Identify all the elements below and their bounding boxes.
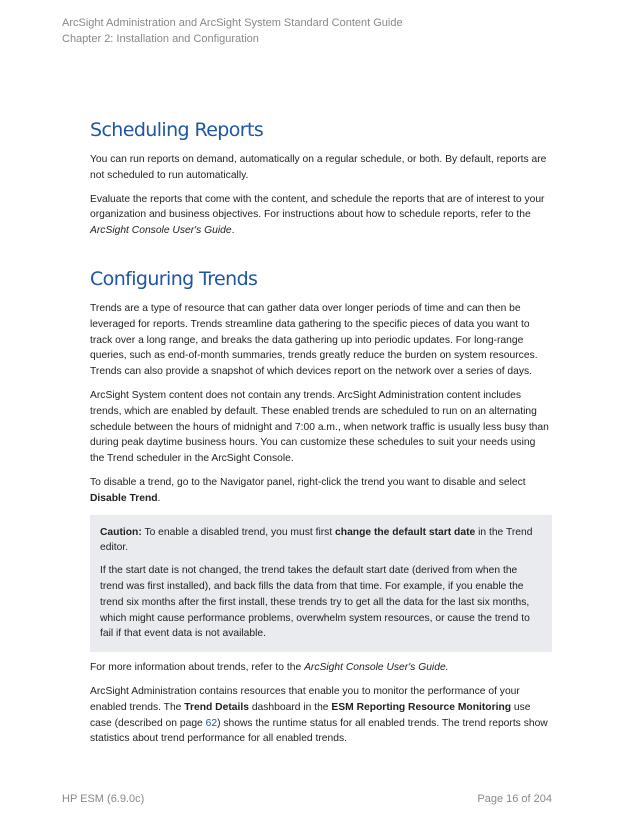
- trends-paragraph-5: [90, 684, 552, 747]
- scheduling-paragraph-2: [90, 192, 552, 239]
- header-guide-title: ArcSight Administration and ArcSight System Standard Content Guide: [62, 17, 403, 29]
- page-link[interactable]: 62: [205, 717, 218, 729]
- trend-details-term: Trend Details: [184, 701, 249, 713]
- heading-scheduling-reports: Scheduling Reports: [90, 119, 264, 141]
- caution-box: [90, 515, 552, 653]
- caution-label: Caution:: [100, 526, 142, 538]
- trends-p5-text-c: use case (described on page: [90, 701, 531, 729]
- trends-paragraph-1: Trends are a type of resource that can gather data over longer periods of time and can then be leveraged for reports. Trends streamline data gathering to the specific pieces of data you want to track over a long range, and breaks the data gathering up into periodic updates. For long-range queries, such as end-of-month summaries, trends greatly reduce the burden on system resources. Trends can also provide a snapshot of which devices report on the network over a series of days.: [90, 302, 538, 378]
- running-header: [62, 15, 403, 47]
- trends-p5-text-a: ArcSight Administration contains resources that enable you to monitor the performance of your enabled trends. The: [90, 685, 520, 713]
- page-body: [90, 118, 552, 755]
- footer-product: HP ESM (6.9.0c): [62, 793, 145, 805]
- trends-paragraph-2: ArcSight System content does not contain any trends. ArcSight Administration content includes trends, which are enabled by default. These enabled trends are scheduled to run on an alternating schedule between the hours of midnight and 7:00 a.m., when network traffic is usually less busy than during peak daytime business hours. You can customize these schedules to suit your needs using the Trend scheduler in the ArcSight Console.: [90, 389, 549, 465]
- esm-monitoring-term: ESM Reporting Resource Monitoring: [331, 701, 512, 713]
- scheduling-p2-text: Evaluate the reports that come with the content, and schedule the reports that are of interest to your organization and business objectives. For instructions about how to schedule reports, refer to the: [90, 193, 545, 221]
- caution-paragraph-1: [100, 525, 540, 557]
- footer-page-number: Page 16 of 204: [477, 793, 552, 805]
- console-guide-ref-2: ArcSight Console User's Guide.: [304, 662, 449, 674]
- trends-p3-text: To disable a trend, go to the Navigator panel, right-click the trend you want to disable and select: [90, 476, 526, 488]
- trends-p4-text: For more information about trends, refer to the: [90, 662, 305, 674]
- trends-p5-text-d: ) shows the runtime status for all enabled trends. The trend reports show statistics about trend performance for all enabled trends.: [90, 717, 548, 745]
- console-guide-ref: ArcSight Console User's Guide: [90, 225, 232, 237]
- scheduling-p2-end: .: [231, 225, 235, 237]
- trends-paragraph-4: [90, 660, 552, 676]
- caution-paragraph-2: If the start date is not changed, the trend takes the default start date (derived from when the trend was first installed), and back fills the data from that time. For example, if you enable the trend six months after the first install, these trends try to get all the data for the last six months, which might cause performance problems, overwhelm system resources, or cause the trend to fail if that event data is not available.: [100, 565, 530, 640]
- caution-p1-text: To enable a disabled trend, you must first: [141, 526, 336, 538]
- header-chapter-title: Chapter 2: Installation and Configuration: [62, 33, 259, 45]
- caution-emphasis: change the default start date: [335, 526, 476, 538]
- heading-configuring-trends: Configuring Trends: [90, 267, 258, 290]
- scheduling-paragraph-1: You can run reports on demand, automatically on a regular schedule, or both. By default, reports are not scheduled to run automatically.: [90, 154, 547, 181]
- trends-paragraph-3: [90, 475, 552, 507]
- trends-p5-text-b: dashboard in the: [248, 701, 332, 713]
- caution-p1-end: in the Trend editor.: [100, 526, 533, 554]
- trends-p3-end: .: [157, 492, 161, 504]
- disable-trend-term: Disable Trend: [90, 492, 158, 504]
